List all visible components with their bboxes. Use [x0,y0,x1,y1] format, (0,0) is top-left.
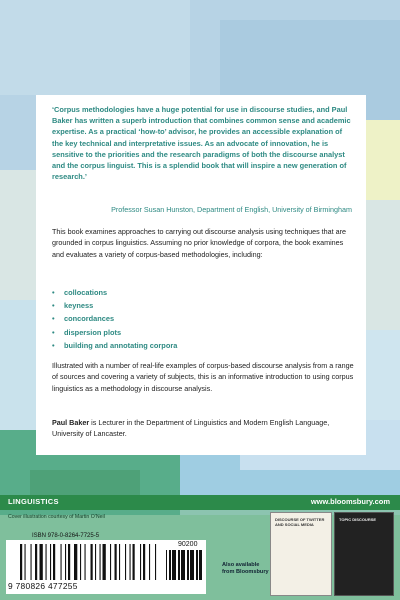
cover-credit: Cover illustration courtesy of Martin O’Neil [8,514,105,520]
related-book-cover-1[interactable] [270,512,332,596]
list-item: • collocations [52,288,108,297]
bullet-icon: • [52,288,55,297]
related-book-title-2: TOPIC DISCOURSE [339,517,377,522]
publisher-website[interactable]: www.bloomsbury.com [310,497,390,506]
endorsement-quote: ‘Corpus methodologies have a huge potential for use in discourse studies, and Paul Baker has written a superb introduction that combines common sense and academic expertise. As a practical ‘how-to’ advisor, he provides an accessible explanation of the key technical and interpretative issues. As an advocate of innovation, he is sensitive to the priorities and the research paradigms of both the discourse analyst and the corpus linguist. This is a splendid book that will inspire a new generation of research.’ [52,105,351,182]
author-name: Paul Baker [52,418,90,427]
author-bio-text: is Lecturer in the Department of Linguistics and Modern English Language, University of Lancaster. [52,418,330,439]
barcode-digits: 9 780826 477255 [8,581,78,591]
description-illustrated: Illustrated with a number of real-life examples of corpus-based discourse analysis from a range of sources and covering a variety of subjects, this is an informative introduction to using corpus linguistics as a methodology in discourse analysis. [52,361,354,393]
list-item: • building and annotating corpora [52,340,178,350]
methodology-list [52,287,177,353]
list-item: • keyness [52,301,94,311]
isbn-number: ISBN 978-0-8264-7725-5 [32,533,100,539]
bullet-icon: • [52,327,55,337]
bullet-icon: • [52,340,55,350]
footer-bar [0,495,400,510]
author-bio [52,417,357,440]
bullet-icon: • [52,301,55,311]
description-intro: This book examines approaches to carrying out discourse analysis using techniques that are grounded in corpus linguistics. Assuming no prior knowledge of corpora, the book examines and evaluates a variety of corpus-based methodologies, including: [52,227,347,259]
quote-attribution: Professor Susan Hunston, Department of English, University of Birmingham [111,205,352,214]
price-code: 90200 [178,541,198,548]
bullet-icon: • [52,314,55,324]
list-item: • dispersion plots [52,327,122,337]
related-book-title-1: DISCOURSE OF TWITTER AND SOCIAL MEDIA [275,517,325,527]
list-item: • concordances [52,314,115,324]
also-available-label: Also available from Bloomsbury [222,562,269,575]
related-book-cover-2[interactable] [334,512,394,596]
category-label: LINGUISTICS [8,497,59,506]
